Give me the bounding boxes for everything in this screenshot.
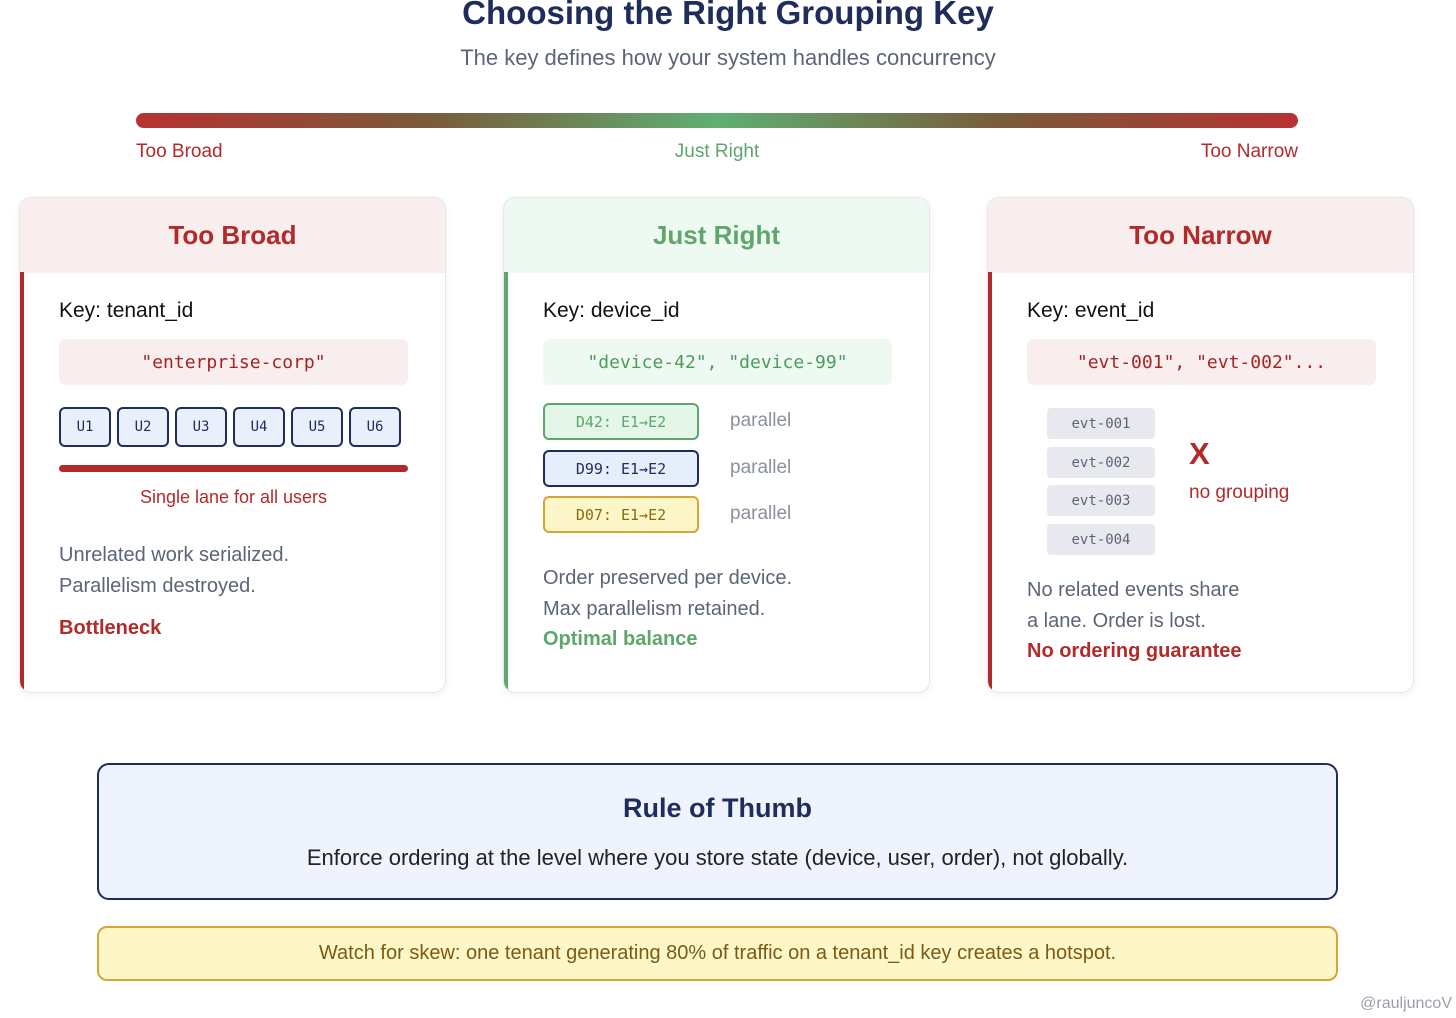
event-box: evt-004 xyxy=(1047,524,1155,555)
card-verdict: No ordering guarantee xyxy=(1027,640,1242,662)
parallel-label: parallel xyxy=(730,503,792,524)
key-example: "enterprise-corp" xyxy=(59,339,408,385)
no-grouping-label: no grouping xyxy=(1189,482,1290,503)
x-mark-icon: X xyxy=(1189,436,1210,471)
card-description-line: a lane. Order is lost. xyxy=(1027,610,1206,632)
card-verdict: Optimal balance xyxy=(543,628,698,650)
event-box: evt-001 xyxy=(1047,408,1155,439)
skew-warning-box: Watch for skew: one tenant generating 80% of traffic on a tenant_id key creates a hotspot. xyxy=(97,926,1338,981)
card-description-line: Unrelated work serialized. xyxy=(59,544,290,566)
spectrum-label-too-narrow: Too Narrow xyxy=(1200,141,1298,162)
user-box: U4 xyxy=(233,407,285,447)
key-label: Key: device_id xyxy=(543,299,680,322)
device-lane-box: D07: E1→E2 xyxy=(543,496,699,533)
event-box: evt-003 xyxy=(1047,485,1155,516)
card-description-line: Max parallelism retained. xyxy=(543,598,766,620)
spectrum-label-too-broad: Too Broad xyxy=(136,141,223,162)
card-just-right xyxy=(503,197,930,693)
key-granularity-spectrum-bar xyxy=(136,113,1298,128)
user-box: U2 xyxy=(117,407,169,447)
key-example: "device-42", "device-99" xyxy=(543,339,892,385)
card-too-broad xyxy=(19,197,446,693)
rule-text: Enforce ordering at the level where you store state (device, user, order), not globally. xyxy=(306,845,1129,870)
card-accent-bar xyxy=(504,272,508,692)
card-title: Too Narrow xyxy=(988,198,1413,273)
key-example: "evt-001", "evt-002"... xyxy=(1027,339,1376,385)
user-box: U3 xyxy=(175,407,227,447)
rule-of-thumb-box xyxy=(97,763,1338,900)
page-subtitle: The key defines how your system handles concurrency xyxy=(460,45,996,70)
card-description-line: No related events share xyxy=(1027,579,1240,601)
user-box: U5 xyxy=(291,407,343,447)
single-lane-bar xyxy=(59,465,408,472)
spectrum-label-just-right: Just Right xyxy=(674,141,760,162)
card-title: Just Right xyxy=(504,198,929,273)
card-description-line: Order preserved per device. xyxy=(543,567,793,589)
event-box: evt-002 xyxy=(1047,447,1155,478)
card-verdict: Bottleneck xyxy=(59,617,162,639)
author-credit: @rauljuncoV xyxy=(1360,995,1452,1012)
device-lane-box: D42: E1→E2 xyxy=(543,403,699,440)
user-box: U6 xyxy=(349,407,401,447)
user-box: U1 xyxy=(59,407,111,447)
card-too-narrow xyxy=(987,197,1414,693)
card-description-line: Parallelism destroyed. xyxy=(59,575,256,597)
parallel-label: parallel xyxy=(730,410,792,431)
card-accent-bar xyxy=(20,272,24,692)
card-title: Too Broad xyxy=(20,198,445,273)
card-accent-bar xyxy=(988,272,992,692)
parallel-label: parallel xyxy=(730,457,792,478)
page-title: Choosing the Right Grouping Key xyxy=(462,0,994,31)
rule-title: Rule of Thumb xyxy=(623,793,812,823)
key-label: Key: event_id xyxy=(1027,299,1155,322)
lane-label: Single lane for all users xyxy=(139,487,328,507)
key-label: Key: tenant_id xyxy=(59,299,194,322)
device-lane-box: D99: E1→E2 xyxy=(543,450,699,487)
